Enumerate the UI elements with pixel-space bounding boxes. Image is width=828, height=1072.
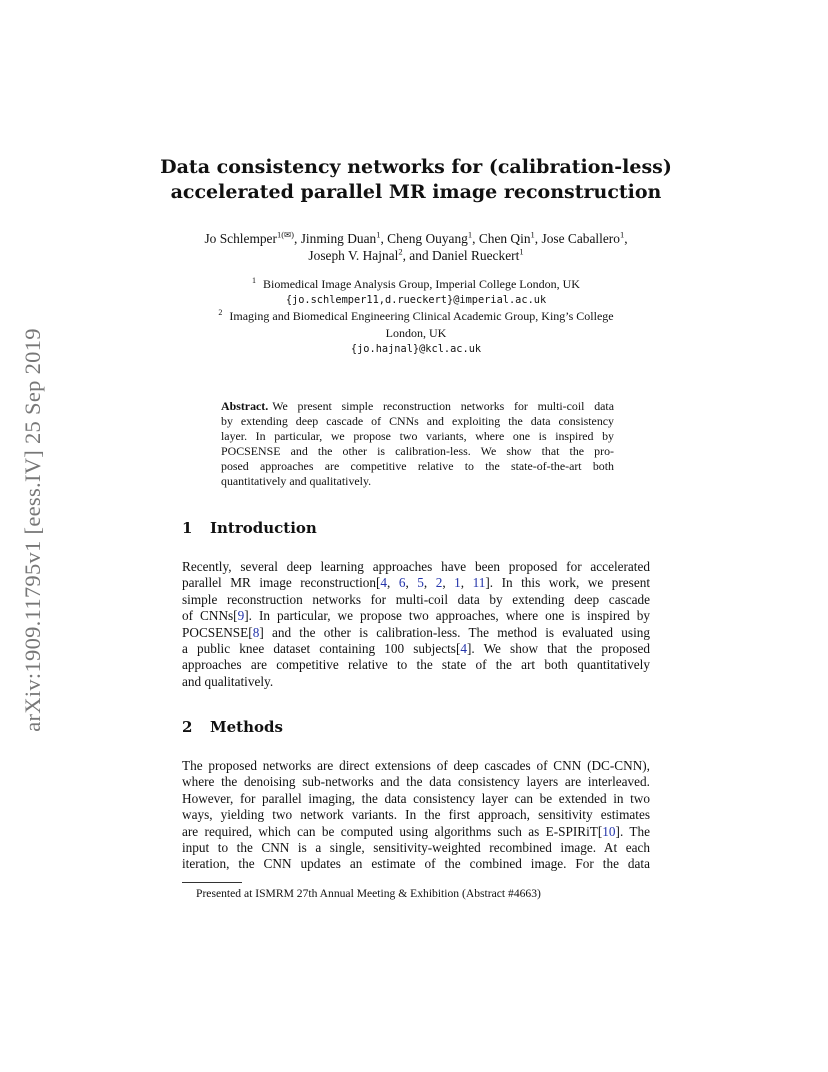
section-heading-methods <box>182 718 283 736</box>
body-line <box>182 608 650 624</box>
body-line <box>182 824 650 840</box>
abstract-text: We present simple reconstruction networks for multi-coil data <box>272 399 614 413</box>
citation-link[interactable]: 10 <box>602 823 616 839</box>
author-name: , Jose Caballero <box>534 231 620 246</box>
section-title: Methods <box>210 718 283 736</box>
footnote: Presented at ISMRM 27th Annual Meeting & Exhibition (Abstract #4663) <box>196 887 541 900</box>
abstract-line: quantitatively and qualitatively. <box>221 473 372 488</box>
body-line: However, for parallel imaging, the data consistency layer can be extended in two <box>182 790 650 806</box>
author-separator: , <box>624 231 628 246</box>
author-name: Jo Schlemper <box>204 231 277 246</box>
abstract-line: by extending deep cascade of CNNs and exploiting the data consistency <box>221 413 614 428</box>
body-text: a public knee dataset containing 100 subjects[ <box>182 641 461 657</box>
author-name: , Cheng Ouyang <box>380 231 468 246</box>
citation-link[interactable]: 11 <box>472 575 486 591</box>
paper-title <box>150 155 682 205</box>
abstract <box>221 399 614 488</box>
abstract-label: Abstract. <box>221 399 269 413</box>
author-name: , Chen Qin <box>472 231 531 246</box>
affiliation-text: Imaging and Biomedical Engineering Clinical Academic Group, King’s College <box>229 309 614 324</box>
author-name: , Jinming Duan <box>294 231 377 246</box>
body-text: ] and the other is calibration-less. The method is evaluated using <box>259 624 650 640</box>
affiliation-marker: 2 <box>218 308 223 318</box>
author-superscript: 1 <box>619 229 625 240</box>
citation-link[interactable]: 8 <box>252 624 260 640</box>
author-superscript: 1 <box>530 229 535 240</box>
section-title: Introduction <box>210 519 317 537</box>
body-text: ]. In particular, we propose two approaches, where one is inspired by <box>244 608 650 624</box>
body-line: ways, yielding two network variants. In the first approach, sensitivity estimates <box>182 807 650 823</box>
affiliation-2 <box>150 308 682 324</box>
citation-link[interactable]: 1 <box>454 575 461 591</box>
author-name: , and Daniel Rueckert <box>402 247 520 263</box>
body-text: parallel MR image reconstruction[ <box>182 575 381 591</box>
body-line: approaches are competitive relative to the state of the art both quantitatively <box>182 657 650 673</box>
affiliation-1-email[interactable]: {jo.schlemper11,d.rueckert}@imperial.ac.uk <box>285 294 547 307</box>
affiliation-1 <box>150 276 682 292</box>
author-superscript: 1 <box>376 229 381 240</box>
body-line <box>182 641 650 657</box>
body-line: and qualitatively. <box>182 673 274 689</box>
author-list <box>150 231 682 264</box>
author-name: Joseph V. Hajnal <box>308 247 399 263</box>
body-line: iteration, the CNN updates an estimate of the combined image. For the data <box>182 856 650 872</box>
body-line: The proposed networks are direct extensions of deep cascades of CNN (DC-CNN), <box>182 758 650 773</box>
body-line: input to the CNN is a single, sensitivity-weighted recombined image. At each <box>182 840 650 856</box>
body-line: parallel MR image reconstruction[4, 6, 5, 2, 1, 11]. In this work, we present <box>182 575 651 591</box>
title-line-1: Data consistency networks for (calibration-less) <box>160 156 672 178</box>
body-text: are required, which can be computed using algorithms such as E-SPIRiT[ <box>182 823 603 839</box>
methods-paragraph <box>182 758 650 873</box>
affiliation-text: Biomedical Image Analysis Group, Imperial College London, UK <box>263 277 580 291</box>
footnote-rule <box>182 882 242 883</box>
citation-link[interactable]: 4 <box>380 575 388 591</box>
section-heading-introduction <box>182 519 317 537</box>
abstract-line: layer. In particular, we propose two variants, where one is inspired by <box>221 428 614 443</box>
author-superscript: 1 <box>519 246 524 257</box>
body-text: of CNNs[ <box>182 608 238 624</box>
section-number: 2 <box>182 718 193 736</box>
body-text: POCSENSE[ <box>182 624 253 640</box>
abstract-line: posed approaches are competitive relative to the state-of-the-art both <box>221 458 614 473</box>
citation-link[interactable]: 2 <box>435 575 443 591</box>
author-superscript: 1(✉) <box>276 229 295 240</box>
affiliation-marker: 1 <box>252 276 257 285</box>
abstract-line <box>221 399 614 414</box>
arxiv-identifier-text: arXiv:1909.11795v1 [eess.IV] 25 Sep 2019 <box>20 328 46 732</box>
citation-link[interactable]: 5 <box>417 575 424 591</box>
affiliations <box>150 276 682 357</box>
body-line: Recently, several deep learning approaches have been proposed for accelerated <box>182 559 650 574</box>
author-superscript: 2 <box>398 246 403 257</box>
body-line: simple reconstruction networks for multi-coil data by extending deep cascade <box>182 591 650 607</box>
citation-link[interactable]: 4 <box>460 641 468 657</box>
abstract-line: POCSENSE and the other is calibration-less. We show that the pro- <box>221 443 614 458</box>
section-number: 1 <box>182 519 193 537</box>
body-line <box>182 625 650 641</box>
citation-link[interactable]: 6 <box>398 575 406 591</box>
affiliation-2-email[interactable]: {jo.hajnal}@kcl.ac.uk <box>350 342 482 355</box>
body-line: where the denoising sub-networks and the data consistency layers are interleaved. <box>182 774 650 790</box>
title-line-2: accelerated parallel MR image reconstruction <box>170 181 662 203</box>
author-superscript: 1 <box>467 229 473 240</box>
body-text: ]. In this work, we present <box>485 575 651 591</box>
affiliation-2-line-2: London, UK <box>385 325 447 340</box>
introduction-paragraph <box>182 559 650 690</box>
body-text: ]. The <box>615 823 651 839</box>
body-text: ]. We show that the proposed <box>467 641 650 657</box>
citation-link[interactable]: 9 <box>237 608 245 624</box>
arxiv-identifier-stamp <box>20 290 46 770</box>
